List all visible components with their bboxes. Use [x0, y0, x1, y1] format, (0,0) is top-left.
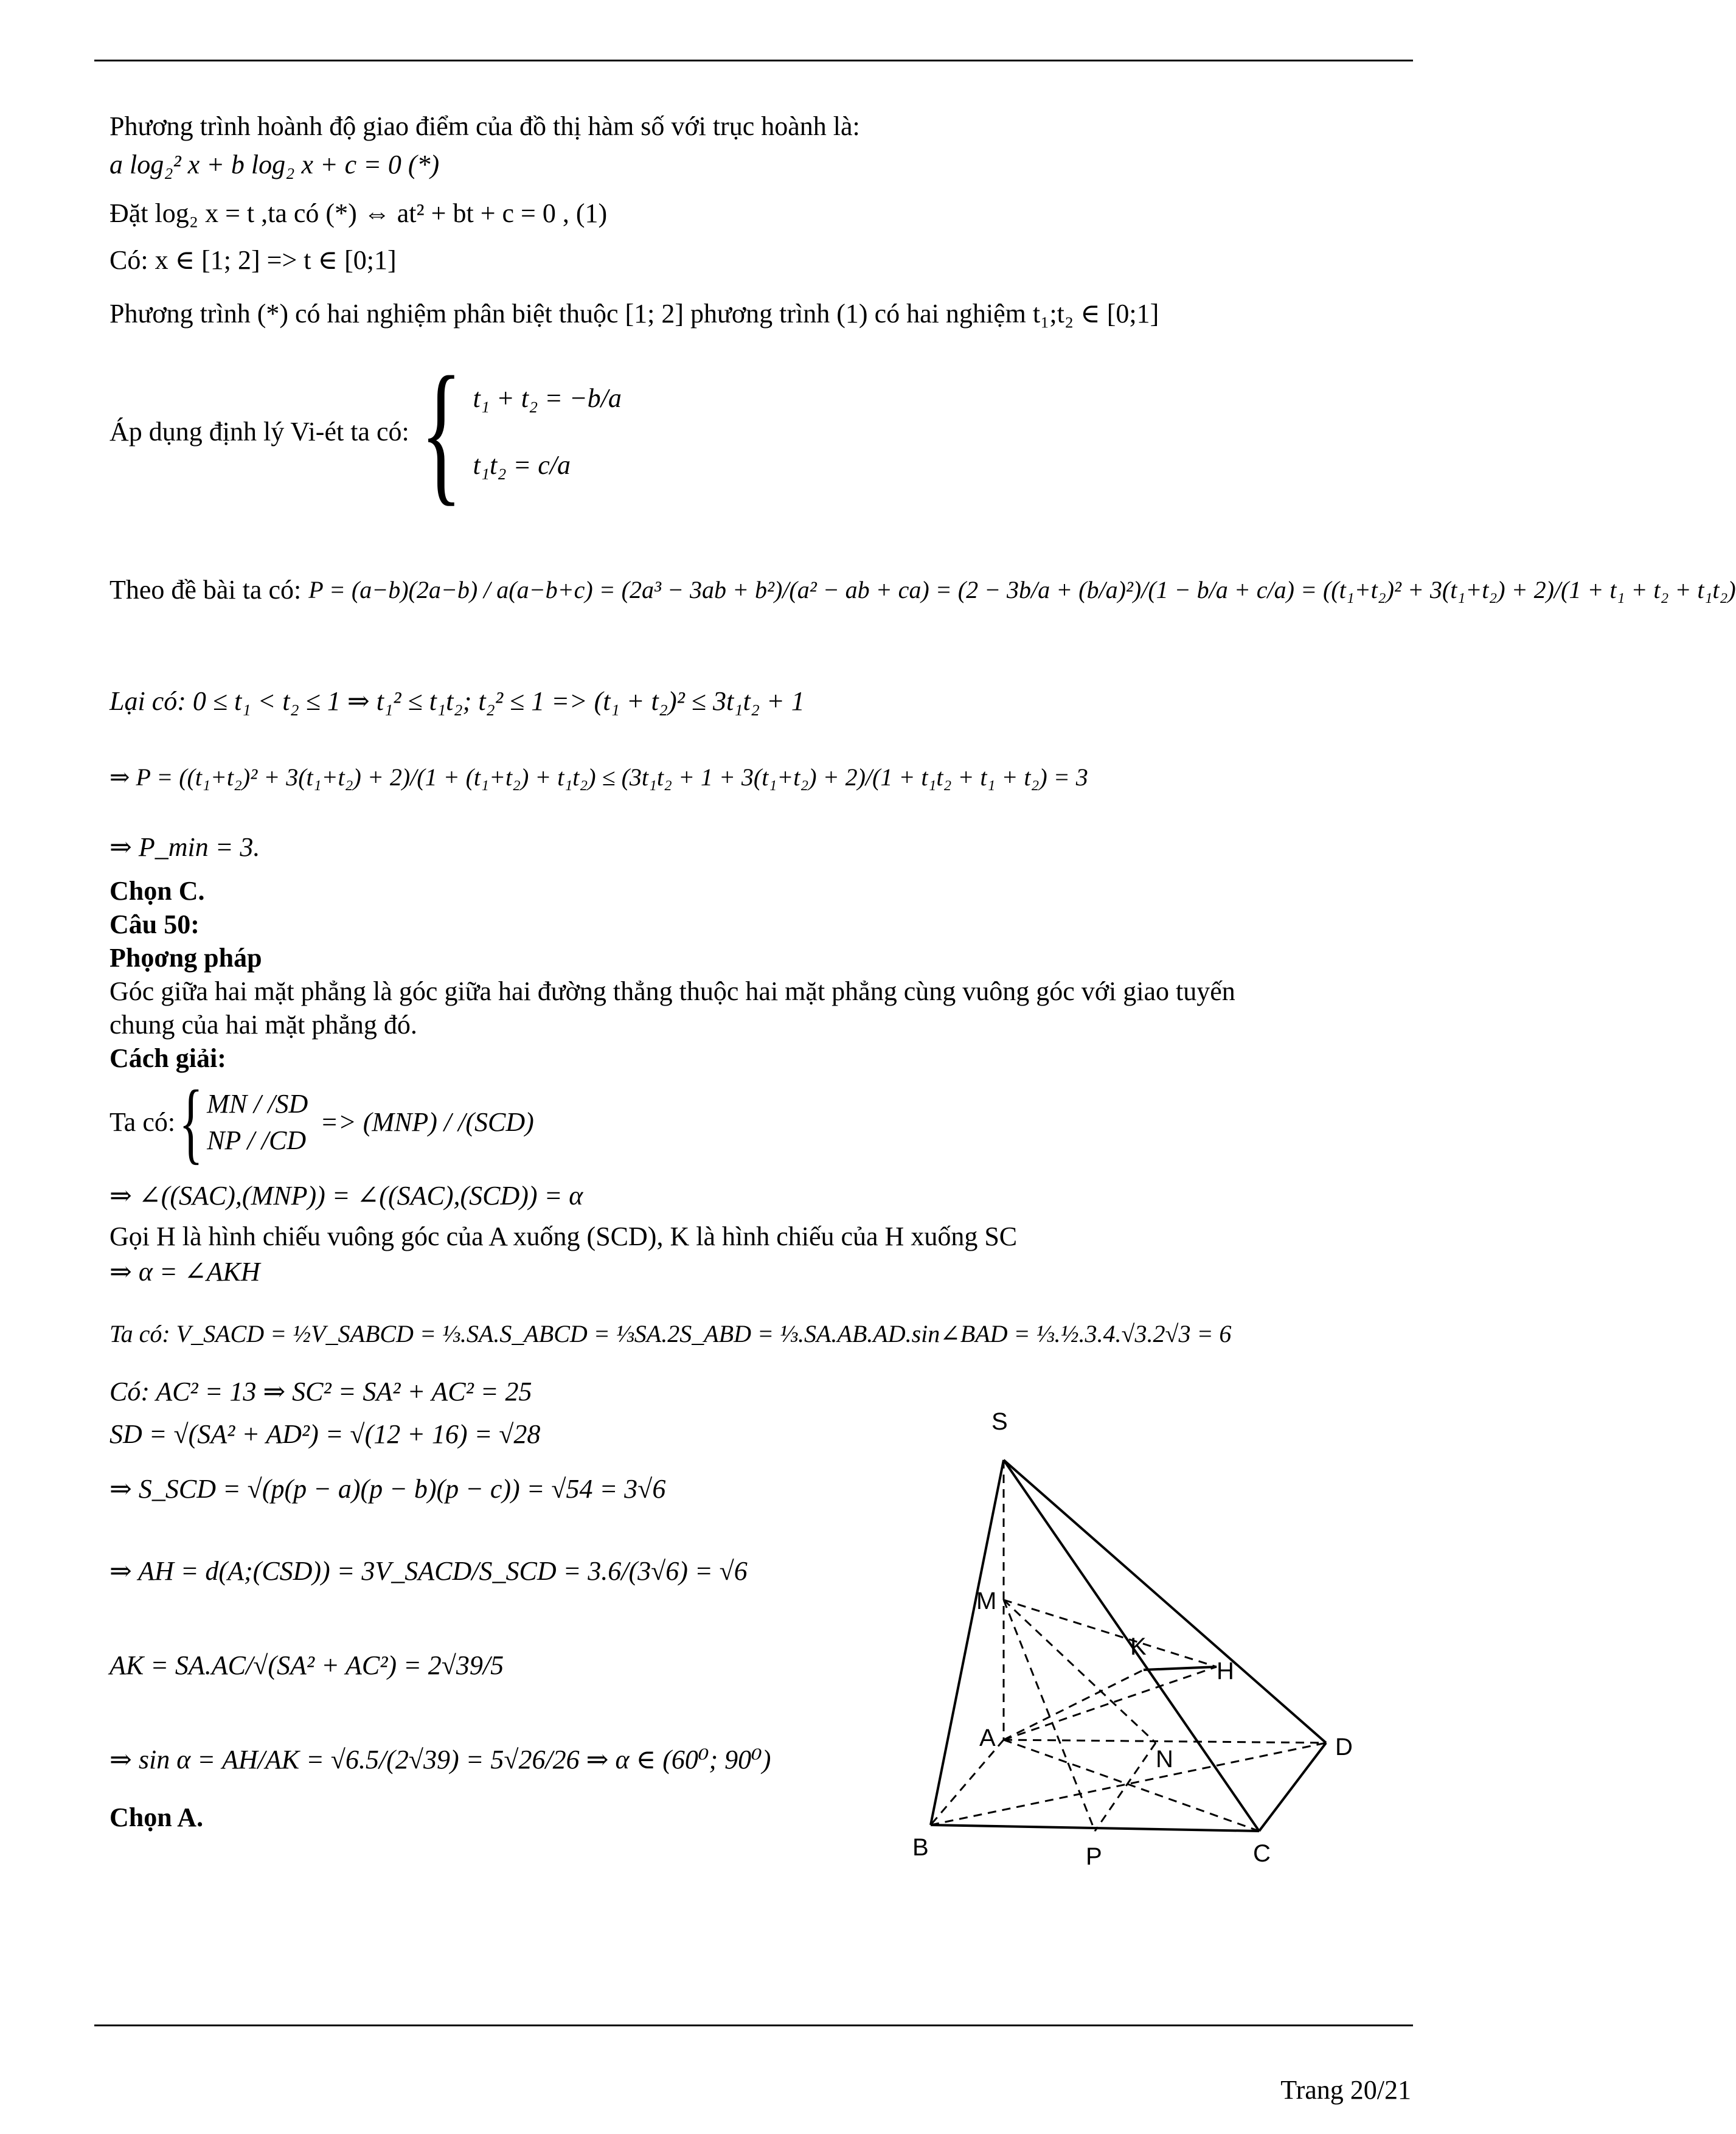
p-min: ⇒ P_min = 3. [109, 832, 260, 862]
p-inequality: ⇒ P = ((t₁+t₂)² + 3(t₁+t₂) + 2)/(1 + (t₁+t₂) + t₁t₂) ≤ (3t₁t₂ + 1 + 3(t₁+t₂) + 2)/(1 + t₁t₂ + t₁ + t₂) = 3 [109, 763, 1088, 791]
edge-cd [1259, 1743, 1326, 1831]
label-b: B [912, 1834, 929, 1861]
text-line-4: Có: x ∈ [1; 2] => t ∈ [0;1] [109, 245, 397, 275]
answer-c: Chọn C. [109, 876, 205, 906]
label-c: C [1253, 1840, 1271, 1867]
edge-ad [1004, 1740, 1326, 1743]
sd-line: SD = √(SA² + AD²) = √(12 + 16) = √28 [109, 1419, 541, 1449]
text-line-3: Đặt log₂ x = t ,ta có (*) ⇔ at² + bt + c = 0 , (1) [109, 198, 608, 228]
vieta-eq-2: t₁t₂ = c/a [473, 450, 571, 480]
alpha-akh: ⇒ α = ∠AKH [109, 1257, 260, 1287]
segment-mh [1004, 1600, 1217, 1667]
edge-sd [1004, 1460, 1326, 1743]
method-heading: Phọơng pháp [109, 943, 262, 973]
parallel-eq-1: MN / /SD [207, 1089, 308, 1119]
label-k: K [1130, 1633, 1147, 1660]
method-text-1: Góc giữa hai mặt phẳng là góc giữa hai đường thẳng thuộc hai mặt phẳng cùng vuông góc với giao tuyến [109, 976, 1235, 1006]
pyramid-figure [900, 1399, 1387, 1898]
vieta-system [473, 365, 622, 499]
question-50-title: Câu 50: [109, 909, 200, 939]
equation-log: a log₂² x + b log₂ x + c = 0 (*) [109, 150, 440, 179]
ac-line: Có: AC² = 13 ⇒ SC² = SA² + AC² = 25 [109, 1377, 532, 1406]
segment-kh [1144, 1667, 1217, 1670]
goi-h-line: Gọi H là hình chiếu vuông góc của A xuống (SCD), K là hình chiếu của H xuống SC [109, 1222, 1018, 1251]
label-m: M [976, 1588, 997, 1614]
text-line-5: Phương trình (*) có hai nghiệm phân biệt thuộc [1; 2] phương trình (1) có hai nghiệm t₁;t₂ ∈ [0;1] [109, 299, 1159, 328]
label-a: A [979, 1725, 996, 1751]
label-h: H [1217, 1658, 1234, 1684]
angle-equation: ⇒ ∠((SAC),(MNP)) = ∠((SAC),(SCD)) = α [109, 1181, 583, 1211]
taco-label: Ta có: [109, 1107, 176, 1137]
parallel-result: => (MNP) / /(SCD) [320, 1107, 534, 1137]
ak-line: AK = SA.AC/√(SA² + AC²) = 2√39/5 [109, 1650, 504, 1680]
p-expression: P = (a−b)(2a−b) / a(a−b+c) = (2a³ − 3ab + b²)/(a² − ab + ca) = (2 − 3b/a + (b/a)²)/(1 − b/a + c/a) = ((t₁+t₂)² + 3(t₁+t₂) + 2)/(1 + t₁ + t₂ + t₁t₂) [308, 576, 1736, 603]
segment-ah [1004, 1667, 1217, 1740]
lai-co-line: Lại có: 0 ≤ t₁ < t₂ ≤ 1 ⇒ t₁² ≤ t₁t₂; t₂² ≤ 1 => (t₁ + t₂)² ≤ 3t₁t₂ + 1 [109, 686, 805, 716]
theo-label: Theo đề bài ta có: [109, 575, 302, 605]
text-line-1: Phương trình hoành độ giao điểm của đồ thị hàm số với trục hoành là: [109, 111, 860, 141]
page-number: Trang 20/21 [1280, 2075, 1411, 2105]
label-p: P [1086, 1843, 1102, 1870]
sin-line: ⇒ sin α = AH/AK = √6.5/(2√39) = 5√26/26 ⇒ α ∈ (60⁰; 90⁰) [109, 1745, 771, 1774]
segment-np [1095, 1743, 1156, 1831]
edge-sb [931, 1460, 1004, 1825]
segment-ak [1004, 1670, 1144, 1740]
footer-rule [94, 2025, 1413, 2026]
solution-heading: Cách giải: [109, 1043, 226, 1073]
vieta-eq-1: t₁ + t₂ = −b/a [473, 383, 622, 413]
parallel-eq-2: NP / /CD [207, 1125, 307, 1155]
volume-equation: Ta có: V_SACD = ½V_SABCD = ⅓.SA.S_ABCD = ⅓SA.2S_ABD = ⅓.SA.AB.AD.sin∠BAD = ⅓.½.3.4.√3.2√3 = 6 [109, 1320, 1232, 1347]
scd-line: ⇒ S_SCD = √(p(p − a)(p − b)(p − c)) = √54 = 3√6 [109, 1474, 666, 1504]
parallel-system-block [109, 1072, 534, 1173]
label-s: S [991, 1408, 1008, 1435]
vieta-label: Áp dụng định lý Vi-ét ta có: [109, 417, 409, 447]
answer-a: Chọn A. [109, 1802, 204, 1832]
ah-line: ⇒ AH = d(A;(CSD)) = 3V_SACD/S_SCD = 3.6/(3√6) = √6 [109, 1556, 748, 1586]
label-n: N [1156, 1746, 1173, 1773]
parallel-system [207, 1086, 308, 1159]
edge-ac [1004, 1740, 1259, 1831]
method-text-2: chung của hai mặt phẳng đó. [109, 1010, 417, 1040]
header-rule [94, 60, 1413, 61]
label-d: D [1335, 1734, 1353, 1760]
brace: { [420, 344, 462, 520]
vieta-block [109, 344, 622, 520]
segment-mp [1004, 1600, 1095, 1831]
brace: { [179, 1072, 203, 1173]
p-expression-block [109, 517, 1736, 663]
segment-mn [1004, 1600, 1156, 1743]
